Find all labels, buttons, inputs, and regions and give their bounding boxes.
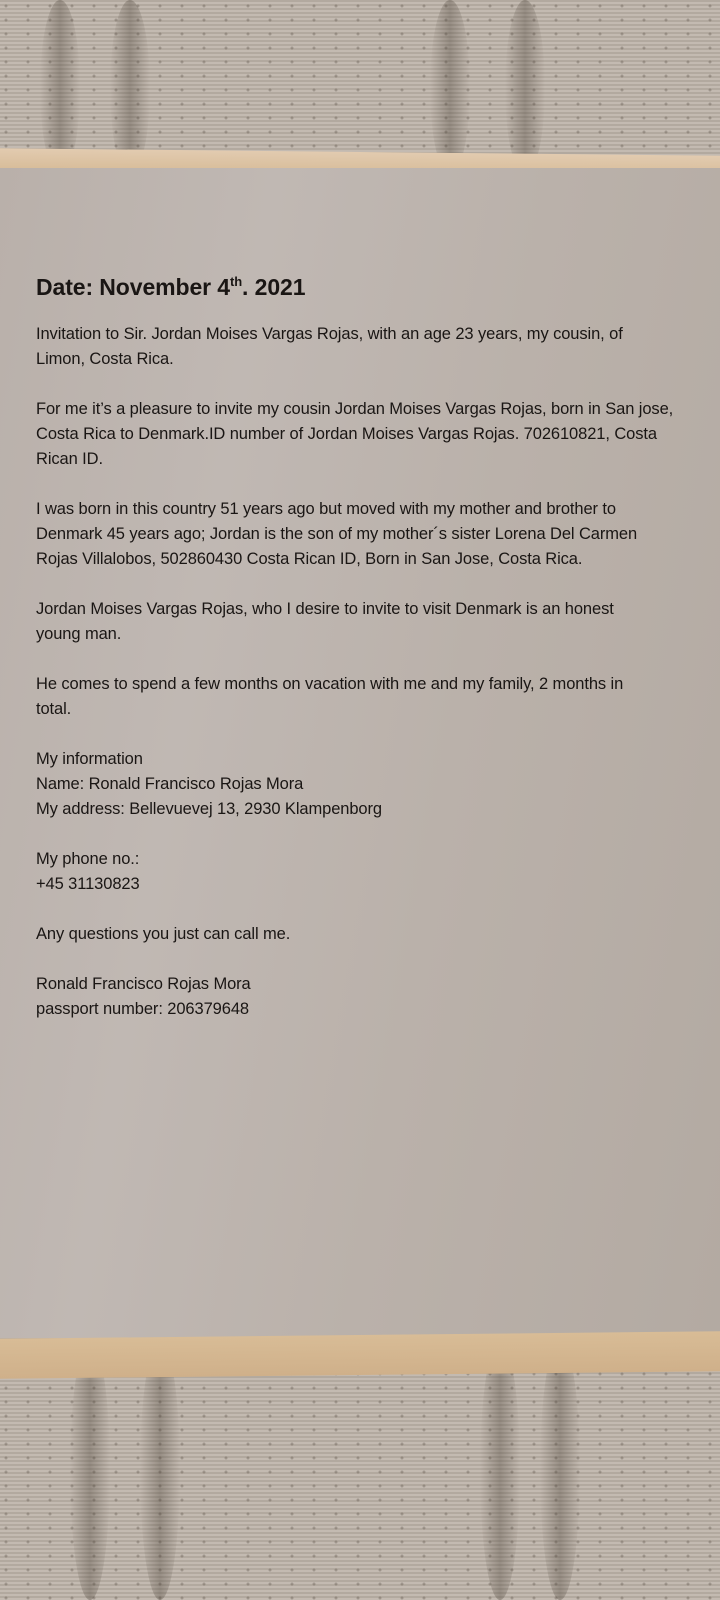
quilt-seam [140,1340,180,1600]
invite-paragraph: For me it’s a pleasure to invite my cousin Jordan Moises Vargas Rojas, born in San jose, Costa Rica to Denmark.ID number of Jordan Moises Vargas Rojas. 702610821, Costa Rican ID. [36,400,674,468]
letter-body [36,272,676,1047]
intro-paragraph: Invitation to Sir. Jordan Moises Vargas Rojas, with an age 23 years, my cousin, of Limon, Costa Rica. [36,325,623,368]
phone-label: My phone no.: [36,850,140,868]
duration-paragraph: He comes to spend a few months on vacation with me and my family, 2 months in total. [36,675,624,718]
quilt-seam [505,0,545,175]
passport-number: passport number: 206379648 [36,1000,249,1018]
my-information-block [36,747,676,822]
paper-edge-bottom [0,1331,720,1379]
info-name: Name: Ronald Francisco Rojas Mora [36,775,304,793]
character-paragraph: Jordan Moises Vargas Rojas, who I desire to invite to visit Denmark is an honest young man. [36,600,614,643]
fabric-background-bottom [0,1340,720,1600]
quilt-seam [480,1340,520,1600]
letter-paper [0,168,720,1338]
quilt-seam [70,1340,110,1600]
date-year: . 2021 [242,274,306,300]
info-heading: My information [36,750,143,768]
background-paragraph: I was born in this country 51 years ago but moved with my mother and brother to Denmark 45 years ago; Jordan is the son of my mother´s sister Lorena Del Carmen Rojas Villalobos, 502860430 Costa Rican ID, Born in San Jose, Costa Rica. [36,500,638,568]
closing-line: Any questions you just can call me. [36,925,291,943]
signature-name: Ronald Francisco Rojas Mora [36,975,251,993]
info-address: My address: Bellevuevej 13, 2930 Klampenborg [36,800,382,818]
quilt-seam [430,0,470,175]
phone-number: +45 31130823 [36,875,140,893]
quilt-seam [540,1340,580,1600]
date-suffix: th [229,274,243,289]
date-label: Date: November 4 [36,274,230,300]
signature-block [36,972,676,1022]
phone-block [36,847,676,897]
letter-date [36,272,676,302]
